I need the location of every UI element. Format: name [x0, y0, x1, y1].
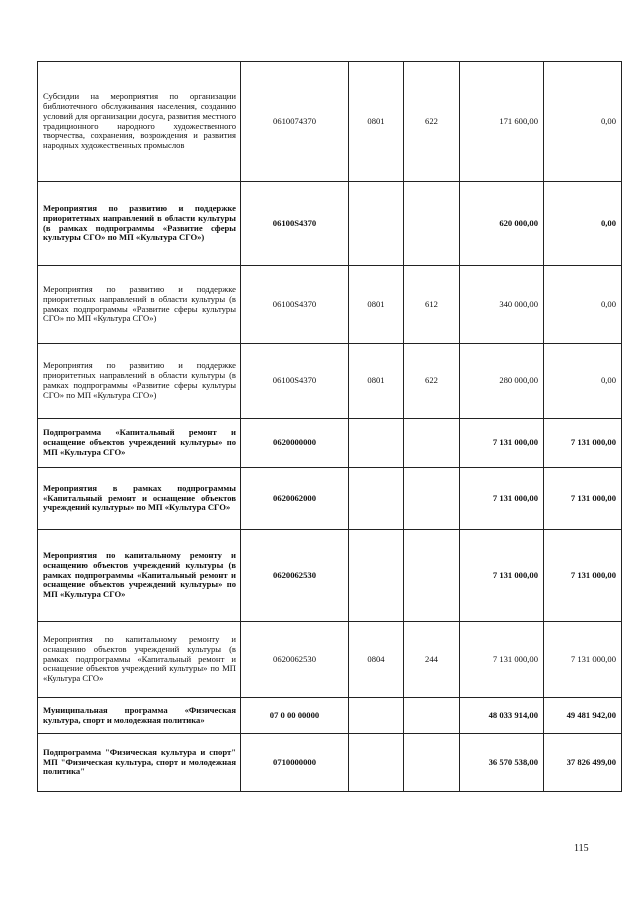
- row-type-cell: [404, 698, 460, 734]
- row-section-cell: 0801: [349, 344, 404, 419]
- row-type-cell: [404, 468, 460, 530]
- row-code-cell: 06100S4370: [241, 266, 349, 344]
- page-number: 115: [574, 843, 589, 854]
- row-sum2-cell: 0,00: [544, 344, 622, 419]
- row-sum1-cell: 48 033 914,00: [460, 698, 544, 734]
- budget-table: [37, 61, 622, 792]
- row-sum1-cell: 7 131 000,00: [460, 530, 544, 622]
- row-code-cell: 07 0 00 00000: [241, 698, 349, 734]
- row-sum1-cell: 620 000,00: [460, 182, 544, 266]
- row-section-cell: [349, 419, 404, 468]
- table-row: [38, 698, 622, 734]
- row-code-cell: 0620062000: [241, 468, 349, 530]
- row-section-cell: [349, 182, 404, 266]
- row-type-cell: [404, 419, 460, 468]
- row-type-cell: 244: [404, 622, 460, 698]
- row-code-cell: 0620000000: [241, 419, 349, 468]
- row-sum1-cell: 7 131 000,00: [460, 622, 544, 698]
- row-section-cell: [349, 530, 404, 622]
- row-code-cell: 0610074370: [241, 62, 349, 182]
- row-code-cell: 0620062530: [241, 530, 349, 622]
- row-section-cell: 0801: [349, 62, 404, 182]
- row-sum2-cell: 7 131 000,00: [544, 530, 622, 622]
- row-type-cell: 622: [404, 62, 460, 182]
- row-sum2-cell: 7 131 000,00: [544, 622, 622, 698]
- row-sum2-cell: 0,00: [544, 266, 622, 344]
- row-sum2-cell: 0,00: [544, 62, 622, 182]
- row-section-cell: 0804: [349, 622, 404, 698]
- row-name-cell: Мероприятия в рамках подпрограммы «Капитальный ремонт и оснащение объектов учреждений культуры» по МП «Культура СГО»: [38, 468, 241, 530]
- row-type-cell: 622: [404, 344, 460, 419]
- row-sum2-cell: 7 131 000,00: [544, 468, 622, 530]
- row-sum2-cell: 37 826 499,00: [544, 734, 622, 792]
- row-code-cell: 0620062530: [241, 622, 349, 698]
- row-name-cell: Субсидии на мероприятия по организации библиотечного обслуживания населения, созданию условий для организации досуга, развития местного традиционного народного художественного творчества, сохранения, возрождения и развития народных художественных промыслов: [38, 62, 241, 182]
- row-sum1-cell: 340 000,00: [460, 266, 544, 344]
- row-name-cell: Подпрограмма "Физическая культура и спорт" МП "Физическая культура, спорт и молодежная политика": [38, 734, 241, 792]
- row-sum2-cell: 49 481 942,00: [544, 698, 622, 734]
- table-row: [38, 419, 622, 468]
- row-sum1-cell: 36 570 538,00: [460, 734, 544, 792]
- row-name-cell: Муниципальная программа «Физическая культура, спорт и молодежная политика»: [38, 698, 241, 734]
- row-type-cell: 612: [404, 266, 460, 344]
- row-name-cell: Мероприятия по развитию и поддержке приоритетных направлений в области культуры (в рамках подпрограммы «Развитие сферы культуры СГО» по МП «Культура СГО»): [38, 266, 241, 344]
- row-section-cell: [349, 468, 404, 530]
- row-type-cell: [404, 182, 460, 266]
- row-name-cell: Мероприятия по капитальному ремонту и оснащению объектов учреждений культуры (в рамках подпрограммы «Капитальный ремонт и оснащение объектов учреждений культуры» по МП «Культура СГО»: [38, 622, 241, 698]
- row-name-cell: Мероприятия по развитию и поддержке приоритетных направлений в области культуры (в рамках подпрограммы «Развитие сферы культуры СГО» по МП «Культура СГО»): [38, 182, 241, 266]
- row-type-cell: [404, 530, 460, 622]
- row-name-cell: Мероприятия по развитию и поддержке приоритетных направлений в области культуры (в рамках подпрограммы «Развитие сферы культуры СГО» по МП «Культура СГО»): [38, 344, 241, 419]
- budget-table-body: [38, 62, 622, 792]
- table-row: [38, 62, 622, 182]
- row-sum2-cell: 7 131 000,00: [544, 419, 622, 468]
- table-row: [38, 182, 622, 266]
- table-row: [38, 344, 622, 419]
- row-section-cell: [349, 734, 404, 792]
- row-name-cell: Подпрограмма «Капитальный ремонт и оснащение объектов учреждений культуры» по МП «Культура СГО»: [38, 419, 241, 468]
- row-type-cell: [404, 734, 460, 792]
- row-sum2-cell: 0,00: [544, 182, 622, 266]
- row-name-cell: Мероприятия по капитальному ремонту и оснащению объектов учреждений культуры (в рамках подпрограммы «Капитальный ремонт и оснащение объектов учреждений культуры» по МП «Культура СГО»: [38, 530, 241, 622]
- row-section-cell: [349, 698, 404, 734]
- row-code-cell: 0710000000: [241, 734, 349, 792]
- row-code-cell: 06100S4370: [241, 182, 349, 266]
- row-code-cell: 06100S4370: [241, 344, 349, 419]
- table-row: [38, 734, 622, 792]
- row-sum1-cell: 7 131 000,00: [460, 468, 544, 530]
- table-row: [38, 266, 622, 344]
- row-section-cell: 0801: [349, 266, 404, 344]
- row-sum1-cell: 171 600,00: [460, 62, 544, 182]
- table-row: [38, 530, 622, 622]
- row-sum1-cell: 280 000,00: [460, 344, 544, 419]
- row-sum1-cell: 7 131 000,00: [460, 419, 544, 468]
- table-row: [38, 468, 622, 530]
- table-row: [38, 622, 622, 698]
